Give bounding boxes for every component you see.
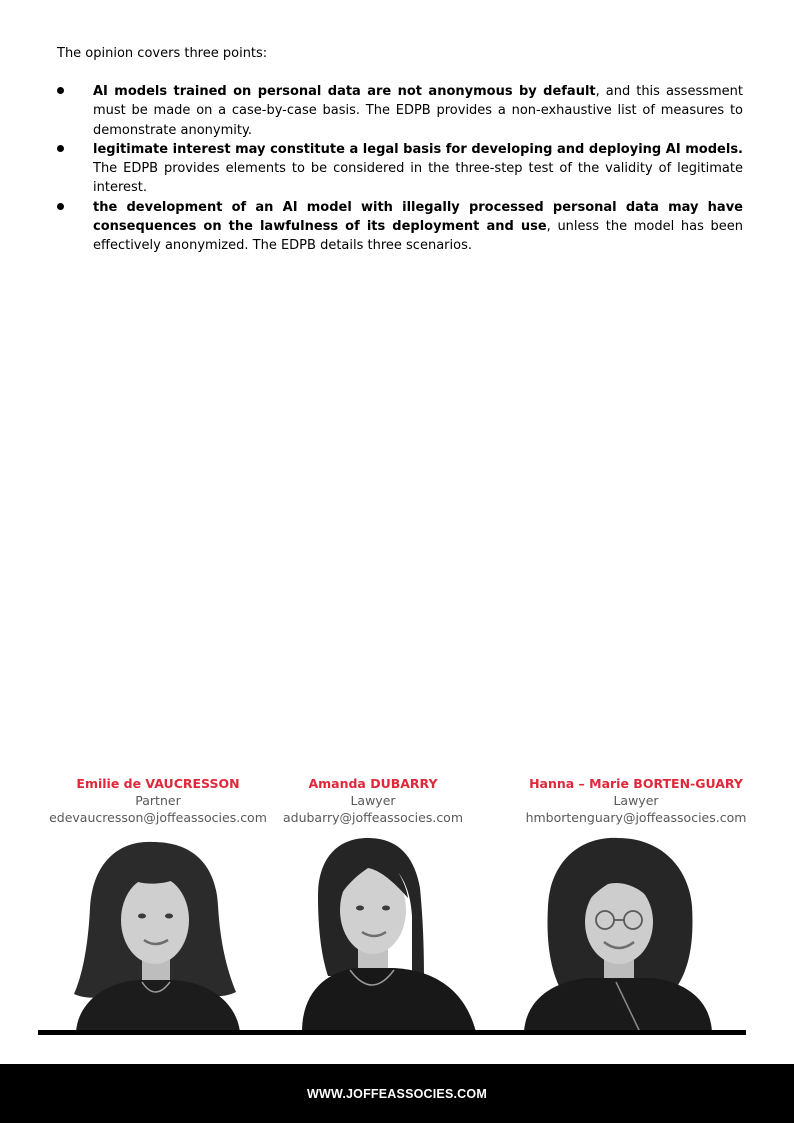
contact-email-link[interactable]: hmbortenguary@joffeassocies.com (525, 810, 747, 825)
contact-card-dubarry (253, 775, 493, 826)
contact-email-link[interactable]: edevaucresson@joffeassocies.com (49, 810, 267, 825)
point-bold-text: the development of an AI model with illegally processed personal data may have consequences on the lawfulness of its deployment and use (93, 199, 743, 235)
list-item (57, 140, 743, 198)
portrait-de-vaucresson (58, 836, 258, 1032)
portrait-dubarry (288, 836, 488, 1032)
list-item (57, 198, 743, 256)
contact-card-de-vaucresson (38, 775, 278, 826)
contact-role: Lawyer (350, 793, 396, 808)
point-bold-text: legitimate interest may constitute a legal basis for developing and deploying AI models. (93, 141, 743, 157)
bullet-icon (57, 203, 64, 210)
photo-baseline-divider (38, 1030, 746, 1035)
footer-bar (0, 1064, 794, 1123)
point-bold-text: AI models trained on personal data are not anonymous by default (93, 84, 596, 99)
point-text: , unless the model has been effectively anonymized. The EDPB details three scenarios. (93, 219, 743, 254)
contact-name: Emilie de VAUCRESSON (76, 776, 240, 791)
contact-name: Amanda DUBARRY (308, 776, 438, 791)
points-list (57, 82, 743, 256)
contact-card-borten-guary (516, 775, 756, 826)
contact-email-link[interactable]: adubarry@joffeassocies.com (282, 810, 464, 825)
list-item (57, 82, 743, 140)
contact-name: Hanna – Marie BORTEN-GUARY (529, 776, 743, 791)
point-text: , and this assessment must be made on a case-by-case basis. The EDPB provides a non-exhaustive list of measures to demonstrate anonymity. (93, 84, 743, 138)
point-text: The EDPB provides elements to be considered in the three-step test of the validity of legitimate interest. (93, 161, 743, 196)
bullet-icon (57, 87, 64, 94)
bullet-icon (57, 145, 64, 152)
intro-text: The opinion covers three points: (57, 46, 268, 61)
contact-role: Lawyer (613, 793, 659, 808)
portrait-borten-guary (520, 836, 720, 1032)
footer-website-link[interactable]: WWW.JOFFEASSOCIES.COM (307, 1086, 487, 1101)
contact-role: Partner (135, 793, 181, 808)
